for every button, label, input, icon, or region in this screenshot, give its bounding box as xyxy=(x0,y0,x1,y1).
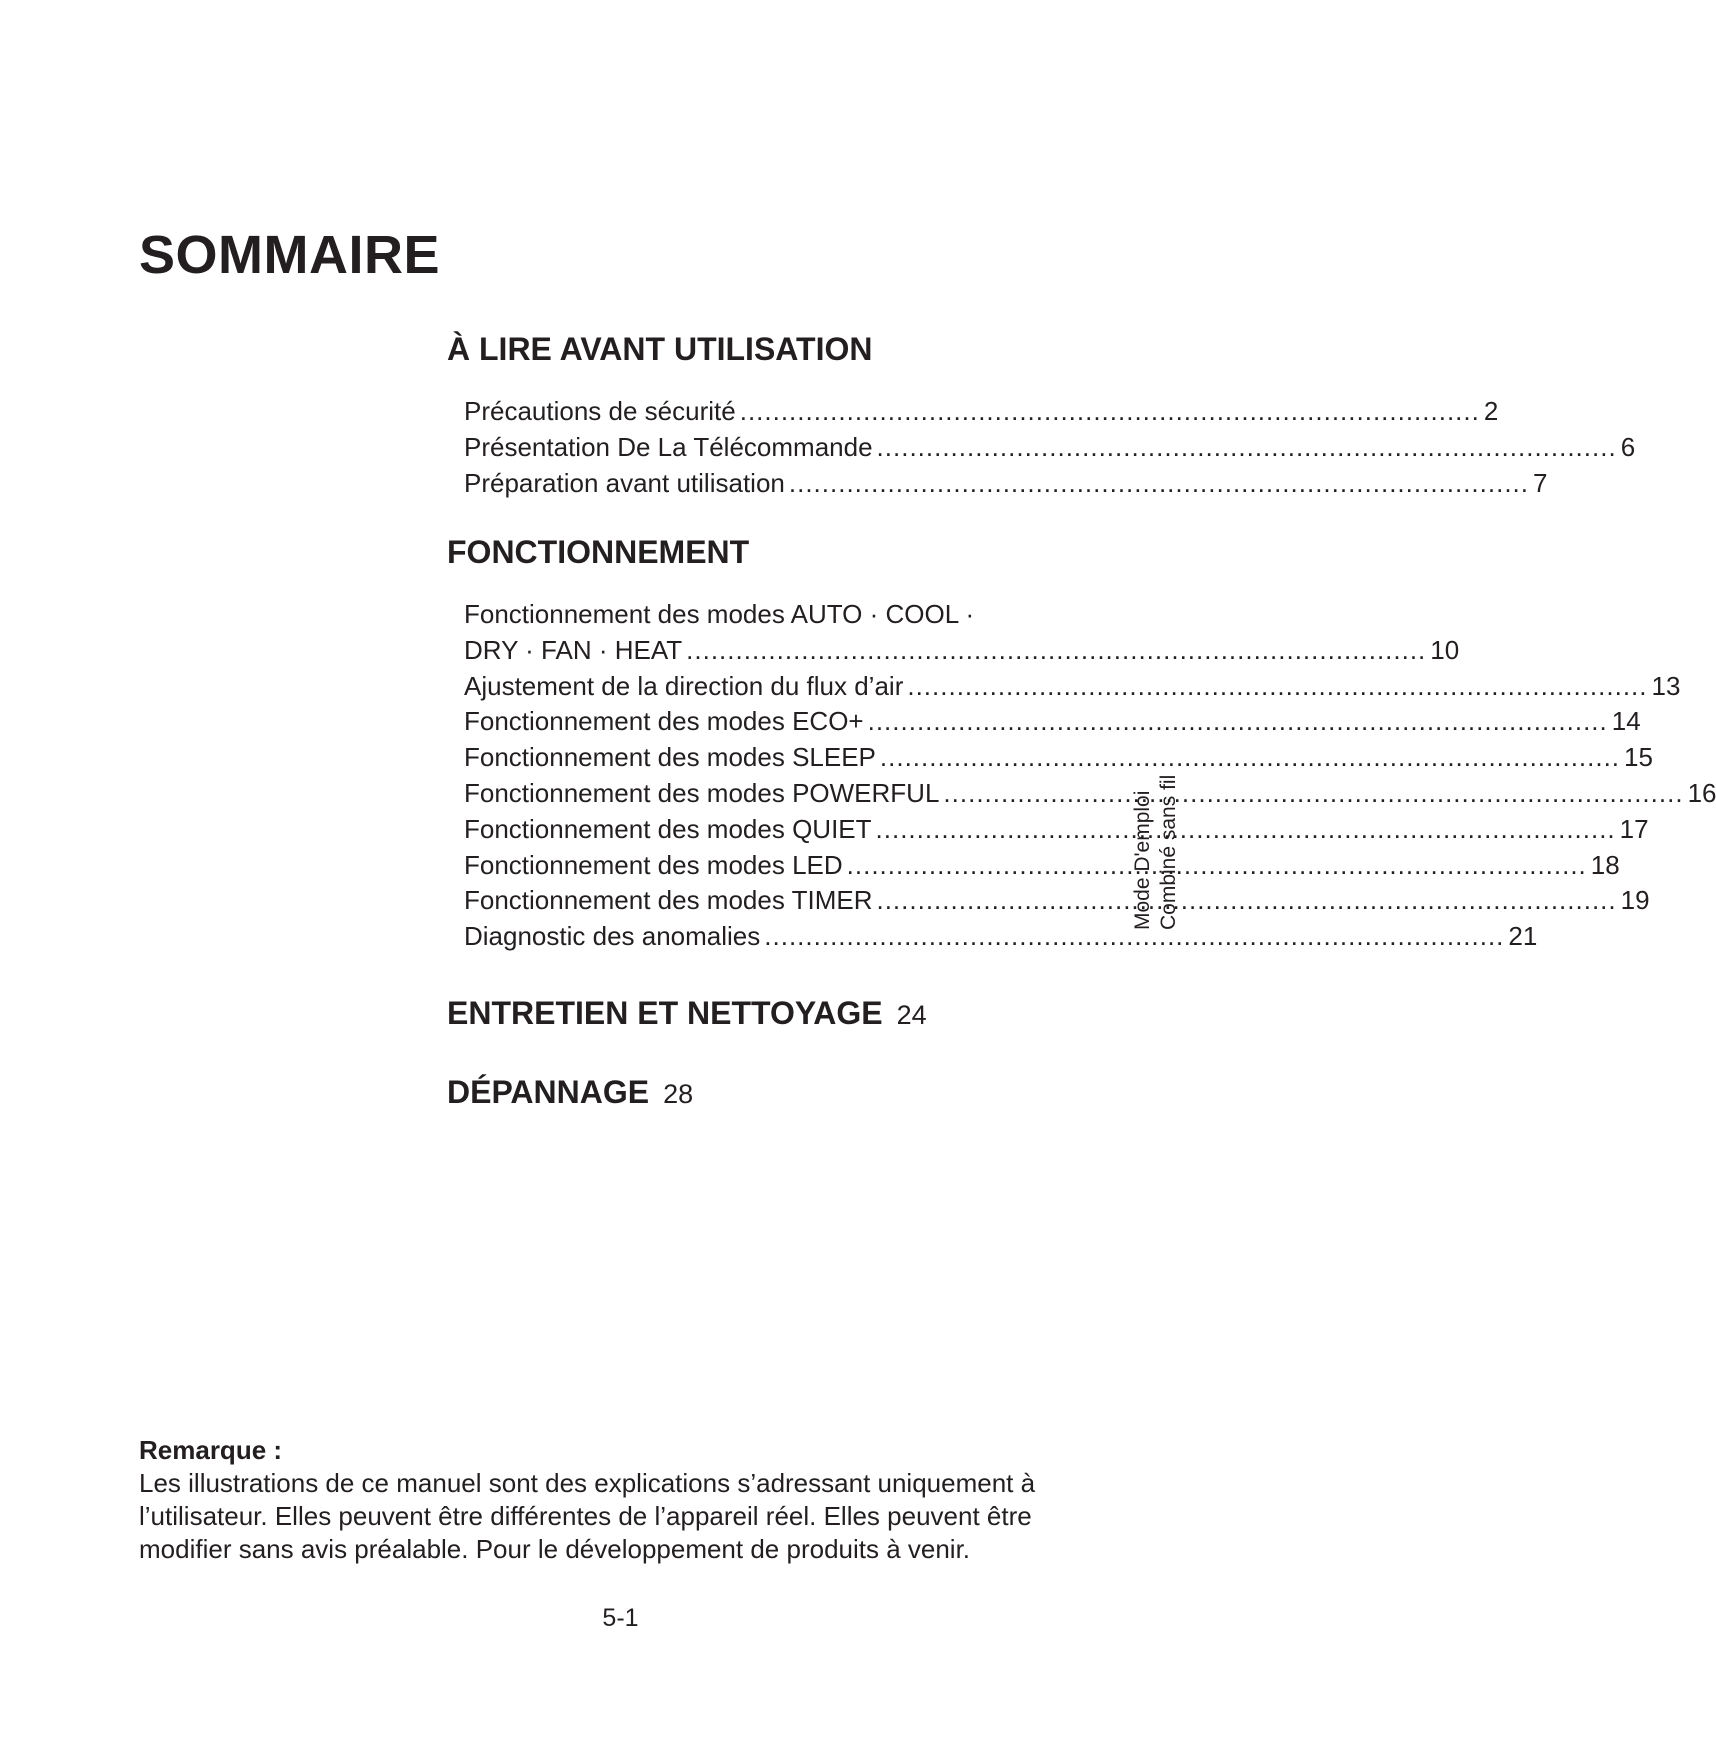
toc-item-page: 2 xyxy=(1483,396,1499,426)
toc-item[interactable] xyxy=(464,740,1653,776)
toc-leader-dots: .......................................................................................... xyxy=(764,921,1505,952)
toc-item-label: Fonctionnement des modes AUTO · COOL · xyxy=(464,599,975,629)
toc-item-page: 21 xyxy=(1508,921,1538,952)
toc-item[interactable] xyxy=(464,919,1538,955)
toc-list-before-use xyxy=(464,394,1636,501)
toc-item-page: 19 xyxy=(1620,885,1650,916)
side-caption-line: Combiné sans fil xyxy=(1157,774,1180,930)
toc-item[interactable] xyxy=(464,466,1548,502)
toc-leader-dots: .......................................................................................... xyxy=(943,777,1684,808)
toc-item-page: 13 xyxy=(1651,670,1681,701)
toc-item-label: Fonctionnement des modes SLEEP xyxy=(464,742,876,773)
toc-item-label: Présentation De La Télécommande xyxy=(464,431,873,462)
toc-item-label: Fonctionnement des modes QUIET xyxy=(464,813,872,844)
remark-title: Remarque : xyxy=(139,1435,283,1465)
toc-item[interactable] xyxy=(464,394,1499,430)
section-heading-label: DÉPANNAGE xyxy=(447,1074,650,1110)
page-title: SOMMAIRE xyxy=(139,225,440,285)
toc-leader-dots: .......................................................................................... xyxy=(846,849,1587,880)
section-heading-operation: FONCTIONNEMENT xyxy=(447,534,750,570)
toc-item[interactable] xyxy=(464,812,1649,848)
toc-item-page: 16 xyxy=(1687,777,1716,808)
toc-item-page: 14 xyxy=(1611,706,1641,737)
page-number: 5-1 xyxy=(602,1604,639,1632)
toc-item[interactable] xyxy=(464,776,1716,812)
toc-item-page: 17 xyxy=(1619,813,1649,844)
remark-body: Les illustrations de ce manuel sont des explications s’adressant uniquement à l’utilisateur. Elles peuvent être différentes de l’appareil réel. Elles peuvent être modifier sans avis préalable. Pour le développement de produits à venir. xyxy=(139,1468,1036,1564)
toc-item[interactable] xyxy=(464,883,1650,919)
side-caption xyxy=(1130,730,1182,930)
toc-item[interactable] xyxy=(464,848,1620,884)
toc-leader-dots: .......................................................................................... xyxy=(686,634,1427,665)
toc-item-label: Fonctionnement des modes TIMER xyxy=(464,885,873,916)
toc-item[interactable] xyxy=(464,669,1681,705)
section-heading-page: 24 xyxy=(896,1000,927,1030)
toc-item-label: DRY · FAN · HEAT xyxy=(464,634,683,665)
toc-item-page: 15 xyxy=(1624,742,1653,773)
toc-item-label: Fonctionnement des modes POWERFUL xyxy=(464,777,940,808)
toc-item[interactable] xyxy=(464,633,1460,669)
section-heading-page: 28 xyxy=(663,1079,694,1109)
toc-item-label: Fonctionnement des modes LED xyxy=(464,849,843,880)
section-heading-troubleshooting[interactable] xyxy=(447,1073,693,1111)
toc-item-label: Préparation avant utilisation xyxy=(464,467,785,498)
toc-leader-dots: .......................................................................................... xyxy=(876,431,1617,462)
toc-item-label: Ajustement de la direction du flux d’air xyxy=(464,670,904,701)
toc-leader-dots: .......................................................................................... xyxy=(875,813,1616,844)
section-heading-label: ENTRETIEN ET NETTOYAGE xyxy=(447,995,883,1031)
toc-item-label: Précautions de sécurité xyxy=(464,396,736,426)
toc-item-page: 18 xyxy=(1590,849,1620,880)
section-heading-maintenance[interactable] xyxy=(447,994,927,1032)
toc-leader-dots: .......................................................................................... xyxy=(739,396,1480,426)
toc-item[interactable] xyxy=(464,704,1641,740)
section-heading-before-use: À LIRE AVANT UTILISATION xyxy=(447,331,873,367)
toc-item-label: Fonctionnement des modes ECO+ xyxy=(464,706,864,737)
side-caption-line: Mode D'emploi xyxy=(1131,790,1154,930)
toc-leader-dots: .......................................................................................... xyxy=(867,706,1608,737)
toc-item-page: 7 xyxy=(1533,467,1548,498)
toc-leader-dots: .......................................................................................... xyxy=(876,885,1617,916)
toc-item-page: 10 xyxy=(1430,634,1460,665)
toc-leader-dots: .......................................................................................... xyxy=(879,742,1621,773)
toc-item-page: 6 xyxy=(1620,431,1636,462)
toc-leader-dots: .......................................................................................... xyxy=(788,467,1530,498)
toc-item[interactable] xyxy=(464,430,1636,466)
toc-item-label: Diagnostic des anomalies xyxy=(464,921,761,952)
remark-note xyxy=(139,1434,1099,1566)
toc-item[interactable] xyxy=(464,597,1084,633)
toc-leader-dots: .......................................................................................... xyxy=(907,670,1648,701)
